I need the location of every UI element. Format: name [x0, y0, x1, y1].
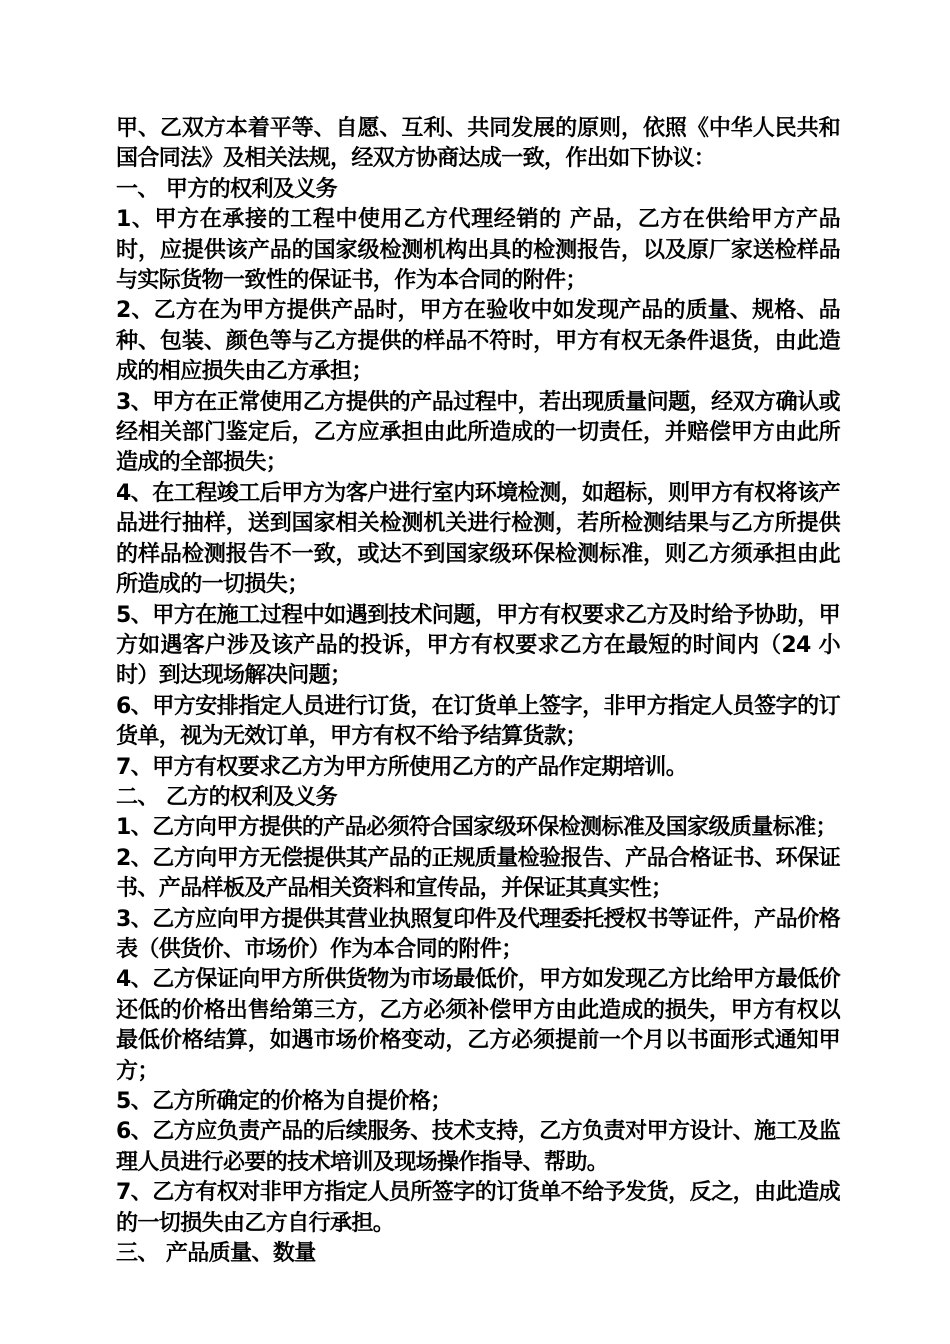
clause-b-3: 3、乙方应向甲方提供其营业执照复印件及代理委托授权书等证件，产品价格表（供货价、市场价）作为本合同的附件； — [116, 906, 840, 962]
section-heading-party-b: 二、 乙方的权利及义务 — [116, 784, 338, 810]
section-heading-party-a: 一、 甲方的权利及义务 — [116, 176, 338, 202]
clause-a-6: 6、甲方安排指定人员进行订货，在订货单上签字，非甲方指定人员签字的订货单，视为无效订单，甲方有权不给予结算货款； — [116, 693, 840, 750]
clause-a-4: 4、在工程竣工后甲方为客户进行室内环境检测，如超标，则甲方有权将该产品进行抽样，送到国家相关检测机关进行检测，若所检测结果与乙方所提供的样品检测报告不一致，或达不到国家级环保检测标准，则乙方须承担由此所造成的一切损失； — [116, 480, 840, 598]
section-heading-quality-quantity: 三、 产品质量、数量 — [116, 1241, 316, 1267]
contract-body — [116, 114, 840, 1269]
clause-b-7: 7、乙方有权对非甲方指定人员所签字的订货单不给予发货，反之，由此造成的一切损失由乙方自行承担。 — [116, 1180, 840, 1236]
clause-b-6: 6、乙方应负责产品的后续服务、技术支持，乙方负责对甲方设计、施工及监理人员进行必要的技术培训及现场操作指导、帮助。 — [116, 1119, 840, 1175]
preamble-paragraph: 甲、乙双方本着平等、自愿、互利、共同发展的原则，依照《中华人民共和国合同法》及相关法规，经双方协商达成一致，作出如下协议： — [116, 116, 840, 172]
clause-a-1: 1、甲方在承接的工程中使用乙方代理经销的 产品，乙方在供给甲方产品时，应提供该产品的国家级检测机构出具的检测报告，以及原厂家送检样品与实际货物一致性的保证书，作为本合同的附件； — [116, 207, 840, 294]
clause-b-4: 4、乙方保证向甲方所供货物为市场最低价，甲方如发现乙方比给甲方最低价还低的价格出售给第三方，乙方必须补偿甲方由此造成的损失，甲方有权以最低价格结算，如遇市场价格变动，乙方必须提前一个月以书面形式通知甲方； — [116, 967, 840, 1084]
clause-b-2: 2、乙方向甲方无偿提供其产品的正规质量检验报告、产品合格证书、环保证书、产品样板及产品相关资料和宣传品，并保证其真实性； — [116, 845, 840, 902]
clause-a-7: 7、甲方有权要求乙方为甲方所使用乙方的产品作定期培训。 — [116, 754, 688, 780]
clause-a-2: 2、乙方在为甲方提供产品时，甲方在验收中如发现产品的质量、规格、品种、包装、颜色等与乙方提供的样品不符时，甲方有权无条件退货，由此造成的相应损失由乙方承担； — [116, 298, 840, 385]
clause-b-5: 5、乙方所确定的价格为自提价格； — [116, 1089, 452, 1114]
clause-a-5: 5、甲方在施工过程中如遇到技术问题，甲方有权要求乙方及时给予协助，甲方如遇客户涉及该产品的投诉，甲方有权要求乙方在最短的时间内（24 小时）到达现场解决问题； — [116, 602, 840, 689]
clause-b-1: 1、乙方向甲方提供的产品必须符合国家级环保检测标准及国家级质量标准； — [116, 815, 837, 841]
clause-a-3: 3、甲方在正常使用乙方提供的产品过程中，若出现质量问题，经双方确认或经相关部门鉴定后，乙方应承担由此所造成的一切责任，并赔偿甲方由此所造成的全部损失； — [116, 389, 840, 476]
